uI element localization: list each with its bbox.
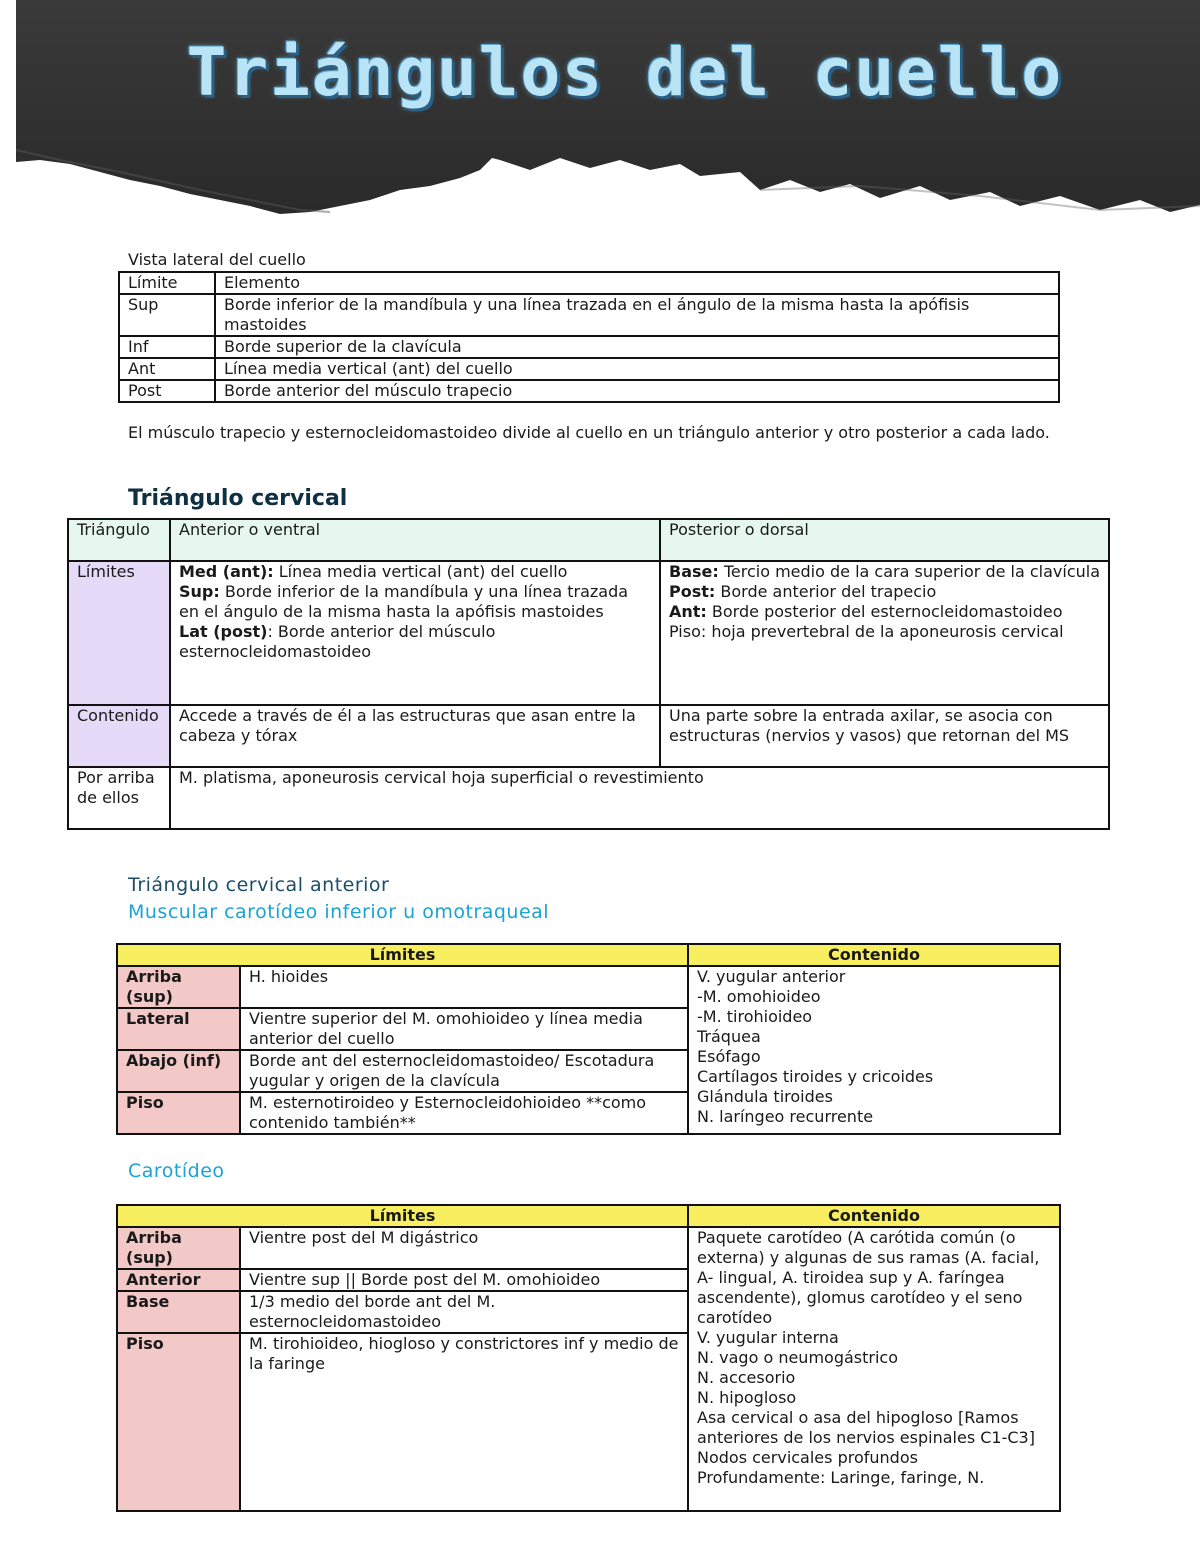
limit-key: Base:: [669, 562, 719, 581]
header-posterior: Posterior o dorsal: [660, 519, 1109, 561]
cell-value: M. tirohioideo, hiogloso y constrictores inf y medio de la faringe: [240, 1333, 688, 1511]
cell-value: Vientre superior del M. omohioideo y línea media anterior del cuello: [240, 1008, 688, 1050]
header-limites: Límites: [117, 944, 688, 966]
list-item: V. yugular interna: [697, 1328, 839, 1347]
table-row: [68, 561, 1109, 705]
limit-line: [179, 622, 651, 662]
list-item: N. hipogloso: [697, 1388, 797, 1407]
cell-value: Vientre sup || Borde post del M. omohioideo: [240, 1269, 688, 1291]
header-triangulo: Triángulo: [68, 519, 170, 561]
table-row: [119, 336, 1059, 358]
cervical-heading: Triángulo cervical: [128, 486, 348, 511]
contenido-list: [688, 966, 1060, 1134]
header-limite: Límite: [119, 272, 215, 294]
table-row: [68, 519, 1109, 561]
cell-value: Borde inferior de la mandíbula y una línea trazada en el ángulo de la misma hasta la apófisis mastoides: [215, 294, 1059, 336]
list-item: Profundamente: Laringe, faringe, N.: [697, 1468, 985, 1487]
table-row: [117, 1205, 1060, 1227]
vista-table: [118, 271, 1060, 403]
omotraqueal-heading: Muscular carotídeo inferior u omotraqueal: [128, 901, 550, 923]
cervical-table: [67, 518, 1110, 830]
vista-caption: Vista lateral del cuello: [128, 250, 306, 269]
table-row: [117, 966, 1060, 1008]
cell-value: Vientre post del M digástrico: [240, 1227, 688, 1269]
list-item: Tráquea: [697, 1027, 761, 1046]
cell-value: Borde ant del esternocleidomastoideo/ Escotadura yugular y origen de la clavícula: [240, 1050, 688, 1092]
contenido-posterior: Una parte sobre la entrada axilar, se asocia con estructuras (nervios y vasos) que retornan del MS: [660, 705, 1109, 767]
limit-line: [669, 562, 1100, 582]
cell-key: Piso: [117, 1092, 240, 1134]
list-item: -M. tirohioideo: [697, 1007, 813, 1026]
limit-line: [669, 602, 1100, 622]
arriba-text: M. platisma, aponeurosis cervical hoja superficial o revestimiento: [170, 767, 1109, 829]
carotideo-heading: Carotídeo: [128, 1160, 225, 1182]
limit-line: [669, 582, 1100, 602]
limit-text: Tercio medio de la cara superior de la clavícula: [718, 562, 1101, 581]
intro-paragraph: El músculo trapecio y esternocleidomastoideo divide al cuello en un triángulo anterior y otro posterior a cada lado.: [128, 423, 1050, 442]
carotideo-table: [116, 1204, 1061, 1512]
table-row: [119, 294, 1059, 336]
list-item: -M. omohioideo: [697, 987, 821, 1006]
cell-value: Borde superior de la clavícula: [215, 336, 1059, 358]
cell-key: Abajo (inf): [117, 1050, 240, 1092]
header-limites: Límites: [117, 1205, 688, 1227]
limit-line: [179, 562, 651, 582]
cell-key: Base: [117, 1291, 240, 1333]
limit-text: Borde anterior del trapecio: [715, 582, 937, 601]
limit-text: Borde inferior de la mandíbula y una línea trazada en el ángulo de la misma hasta la apófisis mastoides: [179, 582, 629, 621]
cell-value: Línea media vertical (ant) del cuello: [215, 358, 1059, 380]
list-item: Esófago: [697, 1047, 761, 1066]
list-item: N. vago o neumogástrico: [697, 1348, 898, 1367]
limit-key: Post:: [669, 582, 716, 601]
page-title: Triángulos del cuello: [186, 34, 1064, 111]
cell-value: H. hioides: [240, 966, 688, 1008]
list-item: N. laríngeo recurrente: [697, 1107, 874, 1126]
limit-key: Lat (post): [179, 622, 268, 641]
list-item: N. accesorio: [697, 1368, 796, 1387]
limit-text: : Borde anterior del músculo esternocleidomastoideo: [179, 622, 496, 661]
limit-line: [179, 582, 651, 622]
omotraqueal-table: [116, 943, 1061, 1135]
list-item: Glándula tiroides: [697, 1087, 833, 1106]
cell-key: Inf: [119, 336, 215, 358]
limit-line: [669, 622, 1100, 642]
posterior-limits-cell: [660, 561, 1109, 705]
limit-text: Borde posterior del esternocleidomastoideo: [706, 602, 1063, 621]
cell-key: Ant: [119, 358, 215, 380]
row-label-contenido: Contenido: [68, 705, 170, 767]
list-item: Asa cervical o asa del hipogloso [Ramos anteriores de los nervios espinales C1-C3]: [697, 1408, 1035, 1447]
cell-key: Post: [119, 380, 215, 402]
anterior-heading: Triángulo cervical anterior: [128, 874, 390, 896]
contenido-anterior: Accede a través de él a las estructuras que asan entre la cabeza y tórax: [170, 705, 660, 767]
cell-key: Anterior: [117, 1269, 240, 1291]
header-anterior: Anterior o ventral: [170, 519, 660, 561]
cell-value: M. esternotiroideo y Esternocleidohioideo **como contenido también**: [240, 1092, 688, 1134]
limit-key: Med (ant):: [179, 562, 274, 581]
limit-key: Sup:: [179, 582, 220, 601]
header-contenido: Contenido: [688, 1205, 1060, 1227]
limit-key: Ant:: [669, 602, 707, 621]
anterior-limits-cell: [170, 561, 660, 705]
limit-text: Línea media vertical (ant) del cuello: [273, 562, 568, 581]
table-row: [119, 380, 1059, 402]
header-elemento: Elemento: [215, 272, 1059, 294]
cell-key: Piso: [117, 1333, 240, 1511]
table-row: [68, 767, 1109, 829]
header-contenido: Contenido: [688, 944, 1060, 966]
cell-key: Arriba (sup): [117, 966, 240, 1008]
table-row: [119, 272, 1059, 294]
row-label-limites: Límites: [68, 561, 170, 705]
limit-text: Piso: hoja prevertebral de la aponeurosis cervical: [669, 622, 1064, 641]
cell-value: 1/3 medio del borde ant del M. esternocleidomastoideo: [240, 1291, 688, 1333]
list-item: Cartílagos tiroides y cricoides: [697, 1067, 934, 1086]
cell-key: Sup: [119, 294, 215, 336]
cell-key: Arriba (sup): [117, 1227, 240, 1269]
cell-key: Lateral: [117, 1008, 240, 1050]
list-item: Paquete carotídeo (A carótida común (o externa) y algunas de sus ramas (A. facial, A- lingual, A. tiroidea sup y A. faríngea ascendente), glomus carotídeo y el seno carotídeo: [697, 1228, 1040, 1327]
table-row: [117, 944, 1060, 966]
table-row: [119, 358, 1059, 380]
list-item: V. yugular anterior: [697, 967, 846, 986]
cell-value: Borde anterior del músculo trapecio: [215, 380, 1059, 402]
table-row: [117, 1227, 1060, 1269]
contenido-list: [688, 1227, 1060, 1511]
list-item: Nodos cervicales profundos: [697, 1448, 918, 1467]
row-label-arriba: Por arriba de ellos: [68, 767, 170, 829]
title-banner: [0, 0, 1200, 240]
table-row: [68, 705, 1109, 767]
